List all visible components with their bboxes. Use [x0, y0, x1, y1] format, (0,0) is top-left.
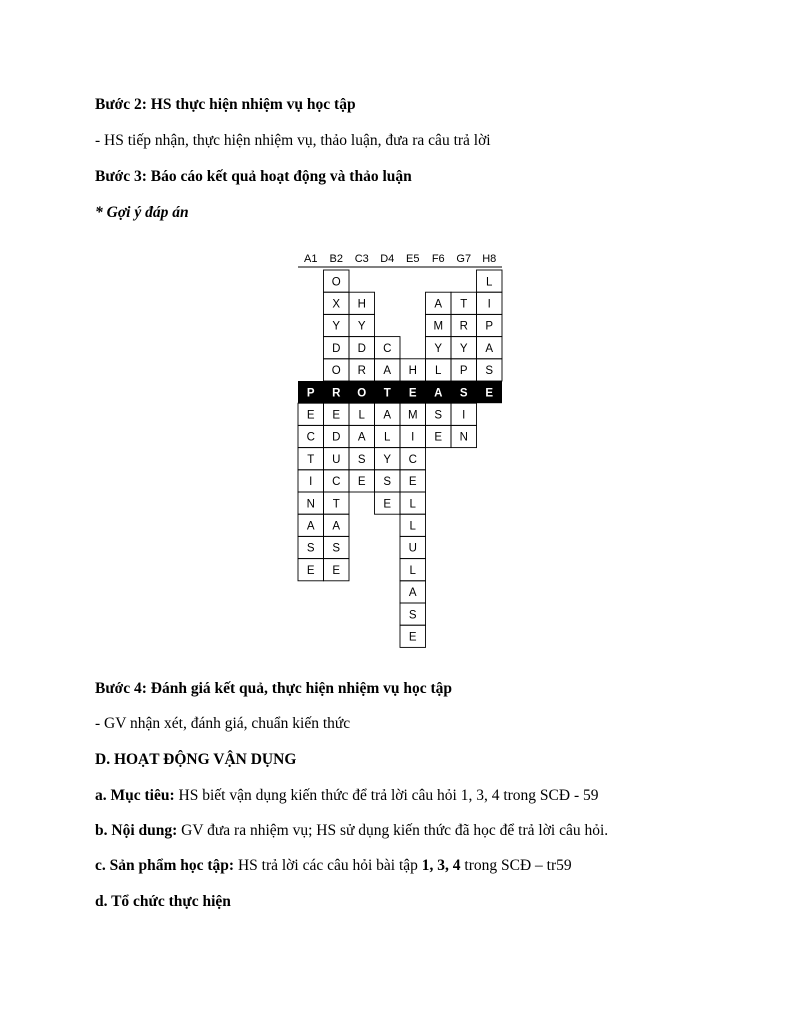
crossword-letter: E — [408, 476, 417, 489]
item-a: a. Mục tiêu: HS biết vận dụng kiến thức để trả lời câu hỏi 1, 3, 4 trong SCĐ - 59 — [95, 787, 599, 804]
crossword-letter: L — [486, 276, 493, 289]
step2-text: - HS tiếp nhận, thực hiện nhiệm vụ, thảo luận, đưa ra câu trả lời — [95, 132, 491, 149]
item-b: b. Nội dung: GV đưa ra nhiệm vụ; HS sử dụng kiến thức đã học để trả lời câu hỏi. — [95, 822, 609, 839]
crossword-letter: Y — [383, 453, 392, 466]
crossword-letter: C — [408, 453, 417, 466]
column-label: G7 — [456, 253, 472, 265]
crossword-letter: S — [485, 365, 494, 378]
crossword-letter: L — [409, 520, 416, 533]
crossword-letter: I — [487, 298, 491, 311]
crossword-letter: P — [485, 320, 494, 333]
crossword-letter: L — [384, 431, 391, 444]
crossword-letter: E — [357, 476, 366, 489]
crossword-letter: S — [357, 453, 366, 466]
step4-text: - GV nhận xét, đánh giá, chuẩn kiến thức — [95, 715, 351, 732]
crossword-letter: E — [434, 431, 443, 444]
crossword-letter: X — [332, 298, 341, 311]
crossword-letter: P — [306, 387, 315, 400]
column-label: E5 — [406, 253, 420, 265]
crossword-letter: A — [408, 587, 417, 600]
crossword-letter: S — [383, 476, 392, 489]
step2-heading: Bước 2: HS thực hiện nhiệm vụ học tập — [95, 96, 356, 113]
crossword-letter: N — [306, 498, 315, 511]
crossword-letter: A — [383, 365, 392, 378]
hint-heading: * Gợi ý đáp án — [95, 204, 189, 221]
crossword-letter: C — [383, 342, 392, 355]
column-label: C3 — [354, 253, 369, 265]
crossword-letter: T — [307, 453, 315, 466]
crossword-letter: L — [409, 498, 416, 511]
crossword-letter: A — [485, 342, 494, 355]
crossword-letter: S — [459, 387, 468, 400]
crossword-letter: L — [435, 365, 442, 378]
crossword-letter: I — [462, 409, 466, 422]
step4-heading: Bước 4: Đánh giá kết quả, thực hiện nhiệm vụ học tập — [95, 680, 453, 697]
section-d-heading: D. HOẠT ĐỘNG VẬN DỤNG — [95, 751, 297, 768]
crossword-letter: Y — [332, 320, 341, 333]
crossword-letter: S — [408, 609, 417, 622]
crossword-letter: S — [306, 542, 315, 555]
highlight-row — [298, 381, 502, 403]
crossword-letter: E — [306, 409, 315, 422]
crossword-letter: E — [408, 631, 417, 644]
crossword-letter: D — [332, 431, 341, 444]
crossword-letter: S — [434, 409, 443, 422]
crossword-letter: C — [306, 431, 315, 444]
crossword-letter: E — [332, 564, 341, 577]
crossword-letter: R — [459, 320, 468, 333]
crossword-letter: L — [409, 564, 416, 577]
item-c: c. Sản phẩm học tập: HS trả lời các câu hỏi bài tập 1, 3, 4 trong SCĐ – tr59 — [95, 857, 572, 874]
crossword-letter: M — [433, 320, 444, 333]
crossword-letter: P — [459, 365, 468, 378]
crossword-letter: A — [306, 520, 315, 533]
crossword-letter: I — [411, 431, 415, 444]
crossword-letter: A — [383, 409, 392, 422]
crossword-letter: Y — [459, 342, 468, 355]
crossword-letter: T — [460, 298, 468, 311]
crossword-puzzle — [296, 248, 516, 658]
crossword-letter: E — [485, 387, 494, 400]
crossword-letter: T — [332, 498, 340, 511]
step3-heading: Bước 3: Báo cáo kết quả hoạt động và thảo luận — [95, 168, 412, 185]
crossword-letter: A — [357, 431, 366, 444]
crossword-letter: H — [408, 365, 417, 378]
crossword-grid — [296, 248, 516, 658]
crossword-letter: D — [357, 342, 366, 355]
crossword-letter: U — [332, 453, 341, 466]
crossword-letter: Y — [357, 320, 366, 333]
column-label: F6 — [431, 253, 445, 265]
crossword-letter: D — [332, 342, 341, 355]
crossword-letter: A — [434, 298, 443, 311]
crossword-letter: E — [306, 564, 315, 577]
crossword-letter: R — [357, 365, 366, 378]
crossword-letter: T — [383, 387, 391, 400]
crossword-letter: O — [331, 276, 341, 289]
crossword-letter: M — [407, 409, 418, 422]
crossword-letter: O — [357, 387, 367, 400]
column-label: H8 — [482, 253, 497, 265]
crossword-letter: I — [309, 476, 313, 489]
crossword-letter: H — [357, 298, 366, 311]
crossword-letter: A — [434, 387, 443, 400]
crossword-letter: E — [332, 409, 341, 422]
column-label: D4 — [380, 253, 395, 265]
crossword-letter: Y — [434, 342, 443, 355]
crossword-letter: O — [331, 365, 341, 378]
crossword-letter: C — [332, 476, 341, 489]
crossword-letter: A — [332, 520, 341, 533]
column-label: A1 — [304, 253, 318, 265]
column-label: B2 — [329, 253, 343, 265]
crossword-letter: S — [332, 542, 341, 555]
crossword-letter: E — [383, 498, 392, 511]
crossword-letter: E — [408, 387, 417, 400]
crossword-letter: R — [332, 387, 341, 400]
crossword-letter: L — [358, 409, 365, 422]
crossword-letter: N — [459, 431, 468, 444]
crossword-letter: U — [408, 542, 417, 555]
item-d-heading: d. Tổ chức thực hiện — [95, 893, 231, 910]
